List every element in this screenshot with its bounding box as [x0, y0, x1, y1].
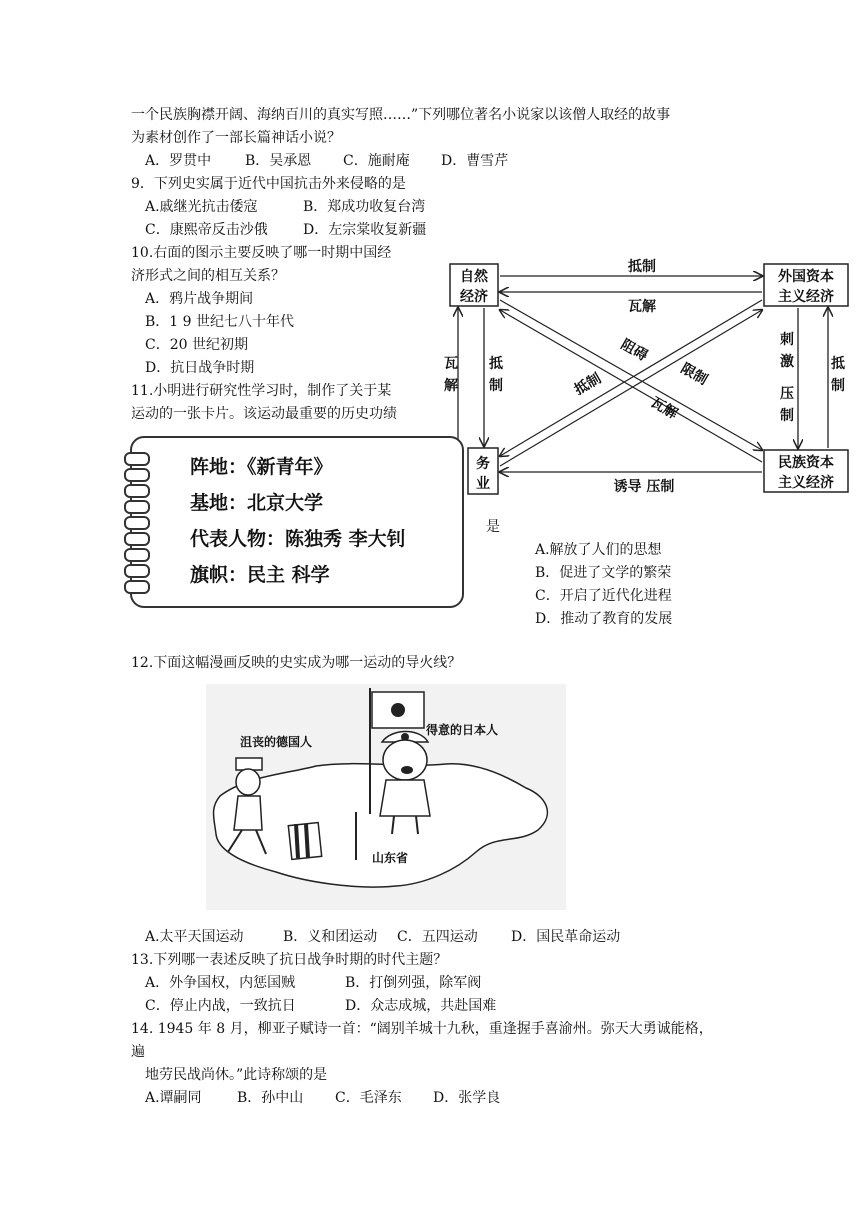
q9-option-c: C．康熙帝反击沙俄: [145, 222, 268, 238]
q11-stem-line1: 11.小明进行研究性学习时，制作了关于某: [131, 383, 392, 399]
q11-option-c: C．开启了近代化进程: [535, 588, 672, 604]
q14-options: [145, 1089, 500, 1107]
q14-option-a: A.谭嗣同: [145, 1090, 202, 1106]
q13-option-a: A．外争国权，内惩国贼: [145, 975, 296, 991]
label-right-inner-1: 刺: [780, 332, 794, 348]
q12-option-b: B．义和团运动: [283, 929, 378, 945]
arrow-diag-tr-bl-1: [500, 300, 762, 456]
card-line-banner: 旗帜：民主 科学: [190, 564, 330, 586]
q11-option-d: D．推动了教育的发展: [535, 611, 673, 627]
q9-option-b: B．郑成功收复台湾: [303, 199, 426, 215]
q10-option-b: B．1 9 世纪七八十年代: [145, 314, 295, 330]
q8-stem-line1: 一个民族胸襟开阔、海纳百川的真实写照……”下列哪位著名小说家以该僧人取经的故事: [131, 107, 671, 123]
q12-stem: 12.下面这幅漫画反映的史实成为哪一运动的导火线？: [131, 655, 462, 671]
label-diag-limit: 限制: [677, 360, 711, 389]
box-tl-line1: 自然: [460, 269, 488, 285]
q14-stem-line3: 地劳民战尚休。”此诗称颂的是: [145, 1067, 328, 1083]
label-german: 沮丧的德国人: [240, 735, 313, 749]
label-left-outer-2: 解: [444, 378, 458, 394]
q8-options: [145, 152, 508, 170]
q10-stem-line2: 济形式之间的相互关系？: [131, 268, 285, 284]
label-diag-obstruct: 阻碍: [617, 336, 651, 365]
q14-option-b: B．孙中山: [237, 1090, 304, 1106]
binder-ring: [124, 500, 150, 514]
binder-ring: [124, 564, 150, 578]
label-diag-resist: 抵制: [571, 370, 605, 399]
shandong-cartoon: [206, 684, 566, 910]
card-line-position: 阵地：《新青年》: [190, 456, 333, 478]
box-br-line2: 主义经济: [778, 475, 834, 491]
q13-options-row1: [145, 974, 481, 992]
label-top-lower: 瓦解: [628, 299, 656, 315]
german-figure-head: [236, 769, 260, 795]
arrow-diag-tl-br-1: [500, 300, 762, 450]
q11-option-a: A.解放了人们的思想: [535, 542, 662, 558]
label-top-upper: 抵制: [628, 259, 656, 275]
q8-option-b: B．吴承恩: [245, 153, 312, 169]
box-br-line1: 民族资本: [778, 455, 834, 471]
q11-stem-tail: 是: [486, 519, 500, 535]
q12-option-c: C．五四运动: [397, 929, 478, 945]
q10-stem-line1: 10.右面的图示主要反映了哪一时期中国经: [131, 245, 392, 261]
new-culture-card: [130, 436, 464, 608]
label-right-inner-2: 激: [780, 354, 794, 370]
q14-option-d: D．张学良: [433, 1090, 501, 1106]
japanese-figure-head: [383, 740, 427, 780]
q11-option-b: B．促进了文学的繁荣: [535, 565, 672, 581]
box-tr-line2: 主义经济: [778, 289, 834, 305]
q13-stem: 13.下列哪一表述反映了抗日战争时期的时代主题？: [131, 952, 448, 968]
label-japanese: 得意的日本人: [426, 723, 499, 737]
q8-option-a: A．罗贯中: [145, 153, 212, 169]
binder-ring: [124, 580, 150, 594]
q12-option-d: D．国民革命运动: [511, 929, 621, 945]
q9-options-row2: [145, 221, 426, 239]
q9-options-row1: [145, 198, 425, 216]
label-shandong: 山东省: [372, 851, 409, 865]
label-left-inner-2: 制: [489, 378, 503, 394]
label-left-inner-1: 抵: [489, 356, 503, 372]
label-diag-dissolve: 瓦解: [647, 394, 681, 423]
q13-options-row2: [145, 997, 496, 1015]
q10-option-c: C．20 世纪初期: [145, 337, 248, 353]
binder-ring: [124, 548, 150, 562]
q12-option-a: A.太平天国运动: [145, 929, 244, 945]
label-bottom: 诱导 压制: [613, 479, 675, 495]
q13-option-c: C．停止内战，一致抗日: [145, 998, 296, 1014]
q10-option-d: D．抗日战争时期: [145, 360, 255, 376]
card-line-representatives: 代表人物：陈独秀 李大钊: [190, 528, 406, 550]
flag-japan-sun: [391, 703, 405, 717]
q9-option-a: A.戚继光抗击倭寇: [145, 199, 258, 215]
q10-option-a: A．鸦片战争期间: [145, 291, 254, 307]
q11-stem-line2: 运动的一张卡片。该运动最重要的历史功绩: [131, 406, 397, 422]
box-bl-line1: 务: [476, 456, 490, 472]
q8-option-c: C．施耐庵: [343, 153, 410, 169]
q12-options: [145, 928, 620, 946]
box-bl-line2: 业: [476, 476, 490, 492]
q8-stem-line2: 为素材创作了一部长篇神话小说？: [131, 130, 341, 146]
q14-option-c: C．毛泽东: [335, 1090, 402, 1106]
economy-relation-diagram: [438, 250, 856, 500]
binder-ring: [124, 516, 150, 530]
binder-ring: [124, 532, 150, 546]
binder-ring: [124, 484, 150, 498]
box-tl-line2: 经济: [460, 289, 488, 305]
label-right-outer-1: 抵: [831, 356, 845, 372]
q14-stem-line1: 14. 1945 年 8 月，柳亚子赋诗一首：“阔别羊城十九秋，重逢握手喜渝州。弥天大勇诚能格，: [131, 1021, 713, 1037]
q13-option-d: D．众志成城，共赴国难: [345, 998, 497, 1014]
label-right-inner-4: 压: [780, 386, 794, 402]
q8-option-d: D．曹雪芹: [441, 153, 509, 169]
box-tr-line1: 外国资本: [778, 269, 834, 285]
binder-ring: [124, 468, 150, 482]
label-right-inner-5: 制: [780, 408, 794, 424]
card-line-base: 基地：北京大学: [190, 492, 324, 514]
label-right-outer-2: 制: [831, 378, 845, 394]
german-figure-hat: [236, 758, 262, 770]
label-left-outer-1: 瓦: [444, 356, 458, 372]
q9-stem: 9．下列史实属于近代中国抗击外来侵略的是: [131, 176, 406, 192]
q14-stem-line2: 遍: [131, 1044, 145, 1060]
binder-ring: [124, 452, 150, 466]
q9-option-d: D．左宗棠收复新疆: [303, 222, 427, 238]
q13-option-b: B．打倒列强，除军阀: [345, 975, 482, 991]
